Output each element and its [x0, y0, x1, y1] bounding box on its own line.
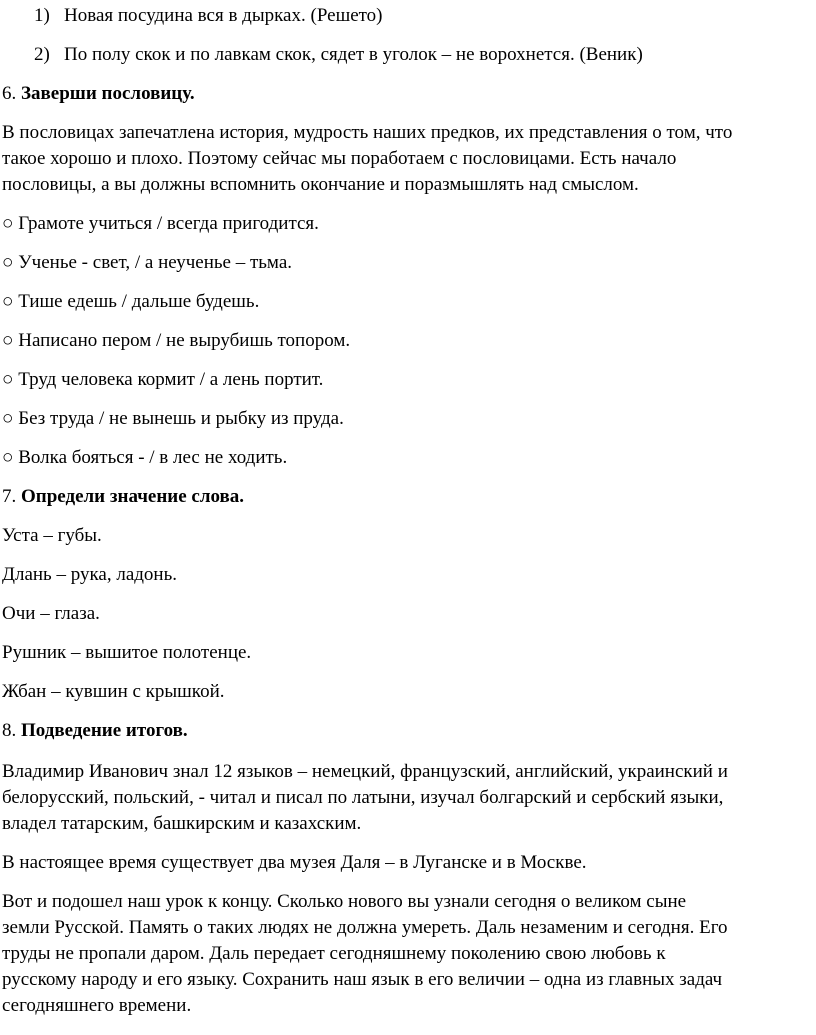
section-heading	[2, 81, 195, 107]
section-title: Заверши пословицу.	[21, 83, 195, 104]
word-definition: Очи – глаза.	[2, 603, 100, 624]
section-title: Определи значение слова.	[21, 486, 245, 507]
word-definition: Рушник – вышитое полотенце.	[2, 642, 252, 663]
word-definition: Длань – рука, ладонь.	[2, 564, 177, 585]
section-number: 6.	[2, 83, 17, 104]
section-number: 7.	[2, 486, 17, 507]
proverb-item: ○ Написано пером / не вырубишь топором.	[2, 330, 351, 351]
riddle-text: Новая посудина вся в дырках. (Решето)	[64, 5, 383, 26]
paragraph-line: русскому народу и его языку. Сохранить наш язык в его величии – одна из главных задач	[2, 969, 723, 990]
word-definition: Уста – губы.	[2, 525, 102, 546]
riddle-number: 1)	[34, 5, 50, 26]
proverb-item: ○ Грамоте учиться / всегда пригодится.	[2, 213, 319, 234]
section-heading	[2, 718, 188, 744]
section-number: 8.	[2, 720, 17, 741]
paragraph-line: Владимир Иванович знал 12 языков – немецкий, французский, английский, украинский и	[2, 761, 728, 782]
proverb-item: ○ Труд человека кормит / а лень портит.	[2, 369, 324, 390]
section-title: Подведение итогов.	[21, 720, 188, 741]
riddle-text: По полу скок и по лавкам скок, сядет в уголок – не ворохнется. (Веник)	[64, 44, 643, 65]
paragraph-line: В настоящее время существует два музея Даля – в Луганске и в Москве.	[2, 852, 587, 873]
section-heading	[2, 484, 244, 510]
paragraph-line: Вот и подошел наш урок к концу. Сколько нового вы узнали сегодня о великом сыне	[2, 891, 687, 912]
word-definition: Жбан – кувшин с крышкой.	[2, 681, 225, 702]
paragraph-line: земли Русской. Память о таких людях не должна умереть. Даль незаменим и сегодня. Его	[2, 917, 728, 938]
paragraph-line: такое хорошо и плохо. Поэтому сейчас мы поработаем с пословицами. Есть начало	[2, 148, 677, 169]
paragraph-line: владел татарским, башкирским и казахским.	[2, 813, 362, 834]
paragraph-line: сегодняшнего времени.	[2, 995, 192, 1016]
proverb-item: ○ Ученье - свет, / а неученье – тьма.	[2, 252, 293, 273]
paragraph-line: В пословицах запечатлена история, мудрость наших предков, их представления о том, что	[2, 122, 733, 143]
paragraph-line: труды не пропали даром. Даль передает сегодняшнему поколению свою любовь к	[2, 943, 666, 964]
paragraph-line: белорусский, польский, - читал и писал по латыни, изучал болгарский и сербский языки,	[2, 787, 724, 808]
proverb-item: ○ Без труда / не вынешь и рыбку из пруда.	[2, 408, 344, 429]
proverb-item: ○ Тише едешь / дальше будешь.	[2, 291, 260, 312]
paragraph-line: пословицы, а вы должны вспомнить окончание и поразмышлять над смыслом.	[2, 174, 639, 195]
riddle-number: 2)	[34, 44, 50, 65]
proverb-item: ○ Волка бояться - / в лес не ходить.	[2, 447, 288, 468]
